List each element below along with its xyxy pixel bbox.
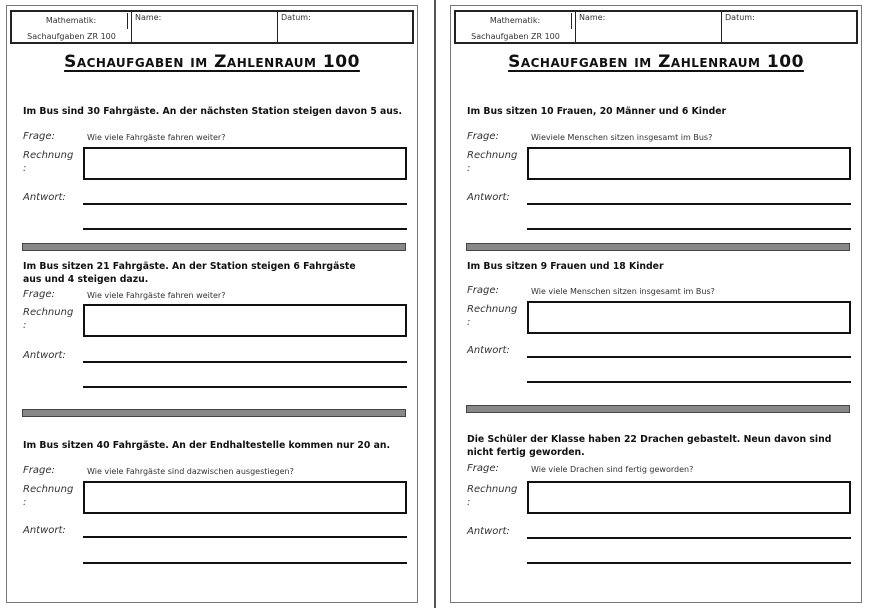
antwort-label: Antwort: (467, 526, 510, 537)
question-text: Wie viele Fahrgäste fahren weiter? (87, 133, 226, 142)
answer-line[interactable] (527, 356, 851, 358)
frage-label: Frage: (23, 131, 55, 142)
frage-label: Frage: (23, 465, 55, 476)
rechnung-label: Rechnung : (467, 484, 518, 508)
question-text: Wie viele Fahrgäste sind dazwischen ausgestiegen? (87, 467, 294, 476)
name-field[interactable]: Name: (576, 12, 722, 42)
task-text: Im Bus sind 30 Fahrgäste. An der nächsten Station steigen davon 5 aus. (23, 106, 402, 117)
subject-line-1: Mathematik: (459, 13, 572, 29)
question-text: Wie viele Menschen sitzen insgesamt im Bus? (531, 287, 715, 296)
task-text: Die Schüler der Klasse haben 22 Drachen gebastelt. Neun davon sind nicht fertig geworden. (467, 434, 832, 458)
calculation-box[interactable] (83, 481, 407, 514)
question-text: Wieviele Menschen sitzen insgesamt im Bus? (531, 133, 713, 142)
page-title: Sachaufgaben im Zahlenraum 100 (64, 52, 360, 72)
rechnung-label: Rechnung : (23, 484, 74, 508)
date-field[interactable]: Datum: (725, 13, 755, 22)
rechnung-label: Rechnung : (467, 304, 518, 328)
worksheet-page-1 (6, 5, 418, 603)
section-separator (22, 409, 406, 417)
task-text: Im Bus sitzen 10 Frauen, 20 Männer und 6 Kinder (467, 106, 727, 117)
section-separator (22, 243, 406, 251)
worksheet-page-2 (450, 5, 862, 603)
subject-line-2: Sachaufgaben ZR 100 (471, 32, 560, 41)
answer-line[interactable] (527, 381, 851, 383)
subject-cell (456, 12, 576, 42)
page-title: Sachaufgaben im Zahlenraum 100 (508, 52, 804, 72)
section-separator (466, 243, 850, 251)
task-text: Im Bus sitzen 40 Fahrgäste. An der Endhaltestelle kommen nur 20 an. (23, 440, 391, 451)
answer-line[interactable] (527, 203, 851, 205)
header-table (454, 10, 858, 44)
frage-label: Frage: (467, 463, 499, 474)
calculation-box[interactable] (83, 304, 407, 337)
frage-label: Frage: (467, 285, 499, 296)
section-separator (466, 405, 850, 413)
rechnung-label: Rechnung : (23, 150, 74, 174)
subject-line-1: Mathematik: (15, 13, 128, 29)
header-table (10, 10, 414, 44)
task-text: Im Bus sitzen 9 Frauen und 18 Kinder (467, 261, 664, 272)
antwort-label: Antwort: (23, 192, 66, 203)
antwort-label: Antwort: (23, 525, 66, 536)
answer-line[interactable] (83, 562, 407, 564)
answer-line[interactable] (83, 536, 407, 538)
answer-line[interactable] (527, 562, 851, 564)
subject-cell (12, 12, 132, 42)
answer-line[interactable] (527, 537, 851, 539)
answer-line[interactable] (83, 386, 407, 388)
calculation-box[interactable] (83, 147, 407, 180)
frage-label: Frage: (467, 131, 499, 142)
answer-line[interactable] (83, 228, 407, 230)
rechnung-label: Rechnung : (23, 307, 74, 331)
answer-line[interactable] (83, 361, 407, 363)
antwort-label: Antwort: (467, 192, 510, 203)
antwort-label: Antwort: (467, 345, 510, 356)
page-divider (434, 0, 436, 608)
calculation-box[interactable] (527, 301, 851, 334)
subject-line-2: Sachaufgaben ZR 100 (27, 32, 116, 41)
question-text: Wie viele Drachen sind fertig geworden? (531, 465, 694, 474)
task-text: Im Bus sitzen 21 Fahrgäste. An der Station steigen 6 Fahrgäste aus und 4 steigen dazu. (23, 261, 356, 285)
date-field[interactable]: Datum: (281, 13, 311, 22)
antwort-label: Antwort: (23, 350, 66, 361)
calculation-box[interactable] (527, 147, 851, 180)
answer-line[interactable] (83, 203, 407, 205)
calculation-box[interactable] (527, 481, 851, 514)
frage-label: Frage: (23, 289, 55, 300)
question-text: Wie viele Fahrgäste fahren weiter? (87, 291, 226, 300)
answer-line[interactable] (527, 228, 851, 230)
name-field[interactable]: Name: (132, 12, 278, 42)
rechnung-label: Rechnung : (467, 150, 518, 174)
